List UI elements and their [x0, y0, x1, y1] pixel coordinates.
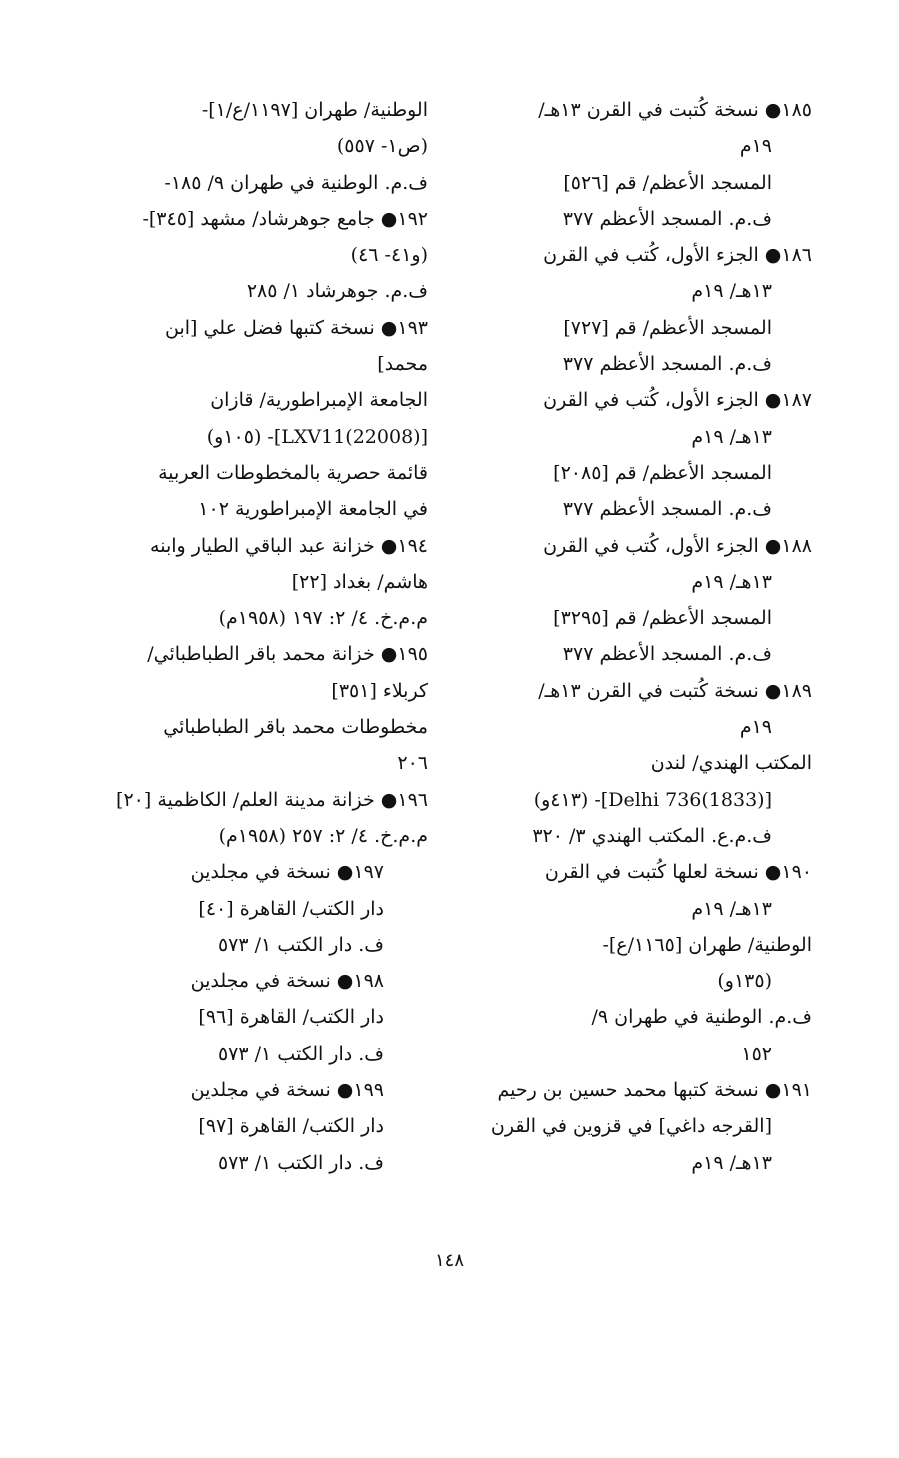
entry-193-reference: قائمة حصرية بالمخطوطات العربية — [158, 461, 428, 484]
entry-193-shelfmark: [LXV11(22008)]- (١٠٥و) — [206, 425, 428, 448]
entry-189-heading: ١٨٩● نسخة كُتبت في القرن ١٣هـ/ — [538, 679, 812, 702]
entry-199-reference: ف. دار الكتب ١/ ٥٧٣ — [217, 1151, 384, 1174]
entry-190-location: الوطنية/ طهران [١١٦٥/ع]- — [602, 933, 812, 956]
entry-194-location: هاشم/ بغداد [٢٢] — [291, 570, 428, 593]
entry-189-location: المكتب الهندي/ لندن — [650, 752, 812, 775]
entry-193-reference-cont: في الجامعة الإمبراطورية ١٠٢ — [198, 498, 428, 521]
entry-190-reference: ف.م. الوطنية في طهران ٩/ — [591, 1006, 812, 1029]
entry-198-location: دار الكتب/ القاهرة [٩٦] — [198, 1006, 384, 1029]
entry-195-location: كربلاء [٣٥١] — [331, 679, 428, 702]
entry-195-reference-page: ٢٠٦ — [397, 752, 428, 775]
entry-195-reference: مخطوطات محمد باقر الطباطبائي — [163, 716, 428, 739]
entry-187-reference: ف.م. المسجد الأعظم ٣٧٧ — [562, 498, 772, 521]
entry-196-heading: ١٩٦● خزانة مدينة العلم/ الكاظمية [٢٠] — [116, 788, 428, 811]
entry-198-heading: ١٩٨● نسخة في مجلدين — [190, 970, 384, 993]
entry-198-reference: ف. دار الكتب ١/ ٥٧٣ — [217, 1042, 384, 1065]
entry-191-date: ١٣هـ/ ١٩م — [691, 1151, 772, 1174]
entry-190-heading: ١٩٠● نسخة لعلها كُتبت في القرن — [544, 861, 812, 884]
entry-192-folio: (و٤١- ٤٦) — [350, 244, 428, 267]
entry-187-date: ١٣هـ/ ١٩م — [691, 425, 772, 448]
entry-194-reference: م.م.خ. ٤/ ٢: ١٩٧ (١٩٥٨م) — [218, 607, 428, 630]
entry-188-reference: ف.م. المسجد الأعظم ٣٧٧ — [562, 643, 772, 666]
entry-192-reference: ف.م. جوهرشاد ١/ ٢٨٥ — [246, 280, 428, 303]
entry-188-location: المسجد الأعظم/ قم [٣٢٩٥] — [553, 607, 772, 630]
entry-185-reference: ف.م. المسجد الأعظم ٣٧٧ — [562, 207, 772, 230]
entry-195-heading: ١٩٥● خزانة محمد باقر الطباطبائي/ — [147, 643, 428, 666]
entry-191-pages: (ص١- ٥٥٧) — [336, 135, 428, 158]
entry-191-location: الوطنية/ طهران [١١٩٧/ع/١]- — [201, 99, 428, 121]
entry-189-reference: ف.م.ع. المكتب الهندي ٣/ ٣٢٠ — [532, 824, 772, 847]
entry-193-heading: ١٩٣● نسخة كتبها فضل علي [ابن — [164, 316, 428, 339]
entry-193-heading-cont: محمد] — [377, 353, 428, 376]
entry-186-heading: ١٨٦● الجزء الأول، كُتب في القرن — [543, 244, 812, 267]
entry-186-date: ١٣هـ/ ١٩م — [691, 280, 772, 303]
entry-188-date: ١٣هـ/ ١٩م — [691, 570, 772, 593]
left-column — [88, 92, 428, 1181]
entry-197-heading: ١٩٧● نسخة في مجلدين — [190, 861, 384, 884]
entry-190-reference-page: ١٥٢ — [741, 1042, 772, 1065]
entry-188-heading: ١٨٨● الجزء الأول، كُتب في القرن — [543, 534, 812, 557]
entry-187-heading: ١٨٧● الجزء الأول، كُتب في القرن — [543, 389, 812, 412]
entry-185-date: ١٩م — [739, 135, 772, 158]
page-number: ١٤٨ — [434, 1250, 464, 1271]
entry-192-heading: ١٩٢● جامع جوهرشاد/ مشهد [٣٤٥]- — [142, 207, 428, 230]
entry-187-location: المسجد الأعظم/ قم [٢٠٨٥] — [553, 461, 772, 484]
entry-197-location: دار الكتب/ القاهرة [٤٠] — [198, 897, 384, 920]
entry-191-reference: ف.م. الوطنية في طهران ٩/ ١٨٥- — [164, 171, 428, 194]
entry-189-date: ١٩م — [739, 716, 772, 739]
right-column — [472, 92, 812, 1181]
entry-185-heading: ١٨٥● نسخة كُتبت في القرن ١٣هـ/ — [538, 99, 812, 121]
entry-193-location: الجامعة الإمبراطورية/ قازان — [210, 389, 428, 412]
entry-189-shelfmark: [Delhi 736(1833)]- (٤١٣و) — [533, 788, 772, 811]
entry-191-heading-cont: [القرجه داغي] في قزوين في القرن — [490, 1115, 772, 1138]
entry-194-heading: ١٩٤● خزانة عبد الباقي الطيار وابنه — [150, 534, 428, 557]
entry-190-folio: (١٣٥و) — [717, 970, 772, 993]
entry-199-location: دار الكتب/ القاهرة [٩٧] — [198, 1115, 384, 1138]
entry-186-reference: ف.م. المسجد الأعظم ٣٧٧ — [562, 353, 772, 376]
entry-199-heading: ١٩٩● نسخة في مجلدين — [190, 1079, 384, 1102]
entry-191-heading: ١٩١● نسخة كتبها محمد حسين بن رحيم — [497, 1079, 812, 1102]
entry-196-reference: م.م.خ. ٤/ ٢: ٢٥٧ (١٩٥٨م) — [218, 824, 428, 847]
entry-185-location: المسجد الأعظم/ قم [٥٢٦] — [563, 171, 772, 194]
entry-190-date: ١٣هـ/ ١٩م — [691, 897, 772, 920]
entry-186-location: المسجد الأعظم/ قم [٧٢٧] — [563, 316, 772, 339]
entry-197-reference: ف. دار الكتب ١/ ٥٧٣ — [217, 933, 384, 956]
